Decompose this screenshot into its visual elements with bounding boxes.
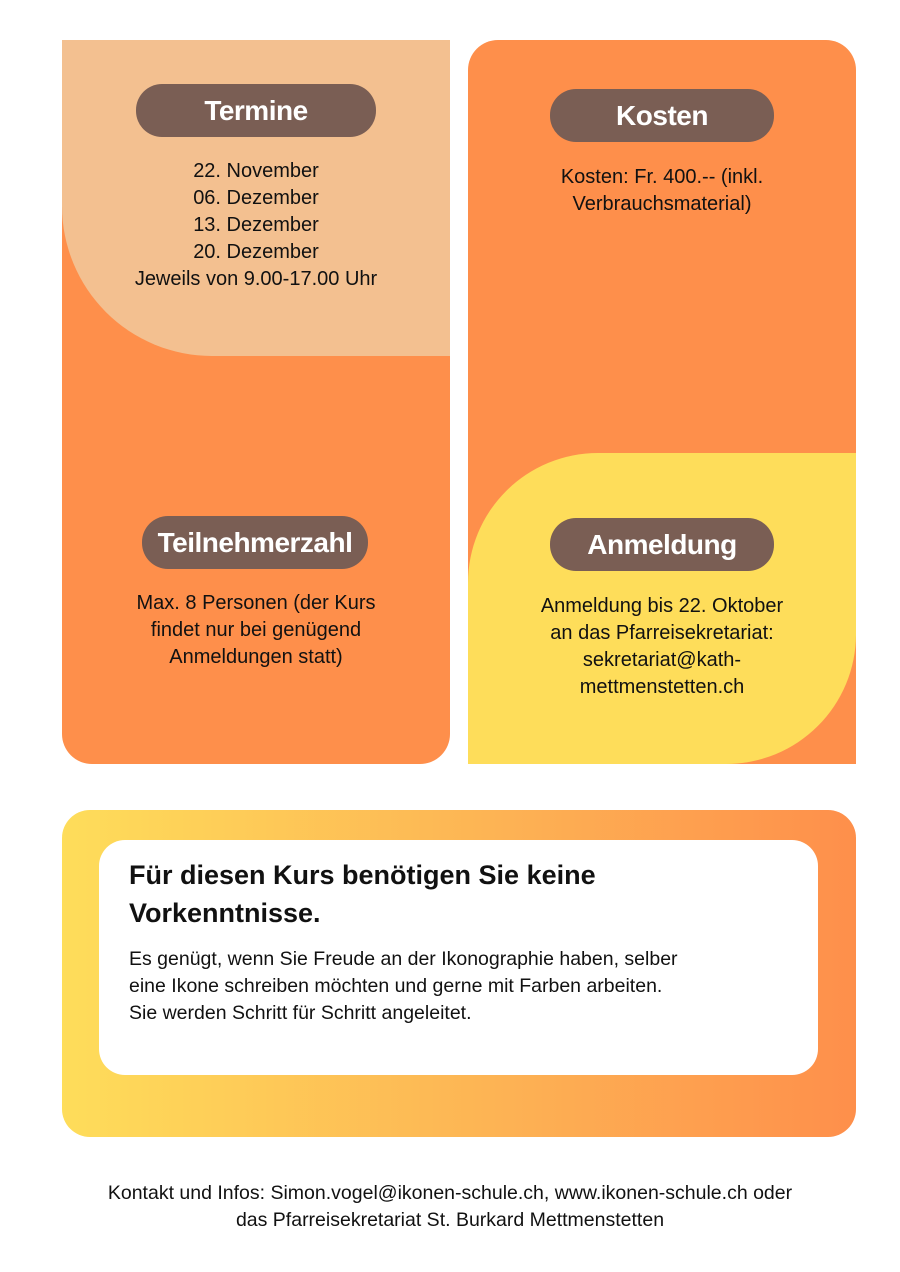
teilnehmerzahl-line: Anmeldungen statt) [169,646,343,668]
termine-line: 20. Dezember [193,241,319,263]
info-body-line: Sie werden Schritt für Schritt angeleitet. [129,1002,472,1024]
info-headline [129,856,729,932]
anmeldung-email-line: mettmenstetten.ch [579,676,745,698]
info-body [129,946,809,1027]
info-headline-line: Für diesen Kurs benötigen Sie keine [129,860,596,890]
termine-line: 06. Dezember [193,187,319,209]
info-box [99,840,818,1075]
kosten-line: Kosten: Fr. 400.-- (inkl. [560,166,764,188]
footer-line: Kontakt und Infos: Simon.vogel@ikonen-schule.ch, www.ikonen-schule.ch oder [107,1182,793,1204]
anmeldung-email-line: sekretariat@kath- [582,649,742,671]
teilnehmerzahl-line: findet nur bei genügend [150,619,362,641]
footer-line: das Pfarreisekretariat St. Burkard Mettmenstetten [235,1209,665,1231]
anmeldung-text [468,593,856,701]
termine-dates [62,158,450,293]
right-card [468,40,856,764]
anmeldung-line: an das Pfarreisekretariat: [550,622,774,644]
kosten-heading: Kosten [550,89,774,142]
termine-heading: Termine [136,84,376,137]
termine-line: 13. Dezember [193,214,319,236]
kosten-line: Verbrauchsmaterial) [572,193,752,215]
anmeldung-heading: Anmeldung [550,518,774,571]
left-card [62,40,450,764]
info-body-line: Es genügt, wenn Sie Freude an der Ikonographie haben, selber [129,948,678,970]
teilnehmerzahl-text [62,590,450,671]
termine-line: Jeweils von 9.00-17.00 Uhr [134,268,378,290]
teilnehmerzahl-line: Max. 8 Personen (der Kurs [136,592,376,614]
kosten-text [468,164,856,218]
info-body-line: eine Ikone schreiben möchten und gerne mit Farben arbeiten. [129,975,663,997]
info-headline-line: Vorkenntnisse. [129,898,321,928]
info-card [62,810,856,1137]
anmeldung-line: Anmeldung bis 22. Oktober [540,595,784,617]
termine-line: 22. November [193,160,319,182]
contact-footer [20,1180,880,1234]
teilnehmerzahl-heading: Teilnehmerzahl [142,516,368,569]
